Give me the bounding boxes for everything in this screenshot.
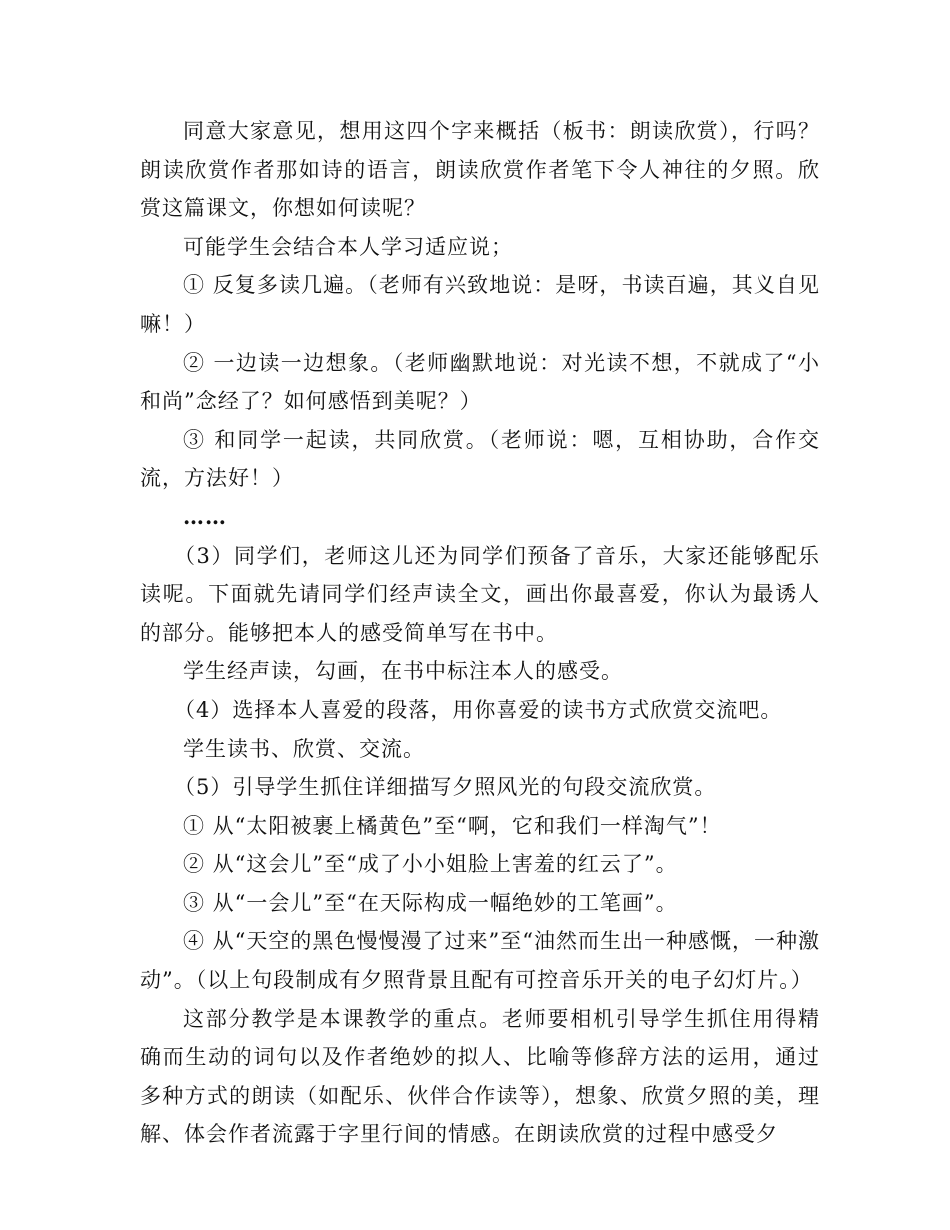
paragraph-intro: 同意大家意见，想用这四个字来概括（板书：朗读欣赏），行吗？朗读欣赏作者那如诗的语言，朗读欣赏作者笔下令人神往的夕照。欣赏这篇课文，你想如何读呢？	[140, 119, 820, 221]
list-item-read-together: ③ 和同学一起读，共同欣赏。（老师说：嗯，互相协助，合作交流，方法好！）	[140, 427, 820, 491]
paragraph-step-4: （4）选择本人喜爱的段落，用你喜爱的读书方式欣赏交流吧。	[174, 697, 783, 722]
list-item-passage-4: ④ 从“天空的黑色慢慢漫了过来”至“油然而生出一种感慨，一种激动”。（以上句段制成有夕照背景且配有可控音乐开关的电子幻灯片。）	[140, 929, 820, 993]
paragraph-step-5: （5）引导学生抓住详细描写夕照风光的句段交流欣赏。	[174, 775, 717, 800]
paragraph-student-response: 可能学生会结合本人学习适应说；	[183, 234, 513, 259]
list-item-passage-1: ① 从“太阳被裹上橘黄色”至“啊，它和我们一样淘气”！	[183, 813, 722, 838]
list-item-passage-2: ② 从“这会儿”至“成了小小姐脸上害羞的红云了”。	[183, 852, 678, 877]
paragraph-teaching-focus: 这部分教学是本课教学的重点。老师要相机引导学生抓住用得精确而生动的词句以及作者绝妙的拟人、比喻等修辞方法的运用，通过多种方式的朗读（如配乐、伙伴合作读等），想象、欣赏夕照的美，理解、体会作者流露于字里行间的情感。在朗读欣赏的过程中感受夕	[140, 1006, 820, 1147]
paragraph-student-exchange: 学生读书、欣赏、交流。	[183, 736, 425, 761]
list-item-read-imagine: ② 一边读一边想象。（老师幽默地说：对光读不想，不就成了“小和尚”念经了？如何感悟到美呢？）	[140, 350, 820, 414]
list-item-read-repeatedly: ① 反复多读几遍。（老师有兴致地说：是呀，书读百遍，其义自见嘛！）	[140, 273, 820, 336]
paragraph-step-3: （3）同学们，老师这儿还为同学们预备了音乐，大家还能够配乐读呢。下面就先请同学们经声读全文，画出你最喜爱，你认为最诱人的部分。能够把本人的感受简单写在书中。	[140, 543, 820, 645]
ellipsis: ……	[183, 503, 227, 529]
document-body	[140, 112, 820, 1154]
list-item-passage-3: ③ 从“一会儿”至“在天际构成一幅绝妙的工笔画”。	[183, 890, 678, 915]
paragraph-student-read: 学生经声读，勾画，在书中标注本人的感受。	[183, 659, 623, 684]
